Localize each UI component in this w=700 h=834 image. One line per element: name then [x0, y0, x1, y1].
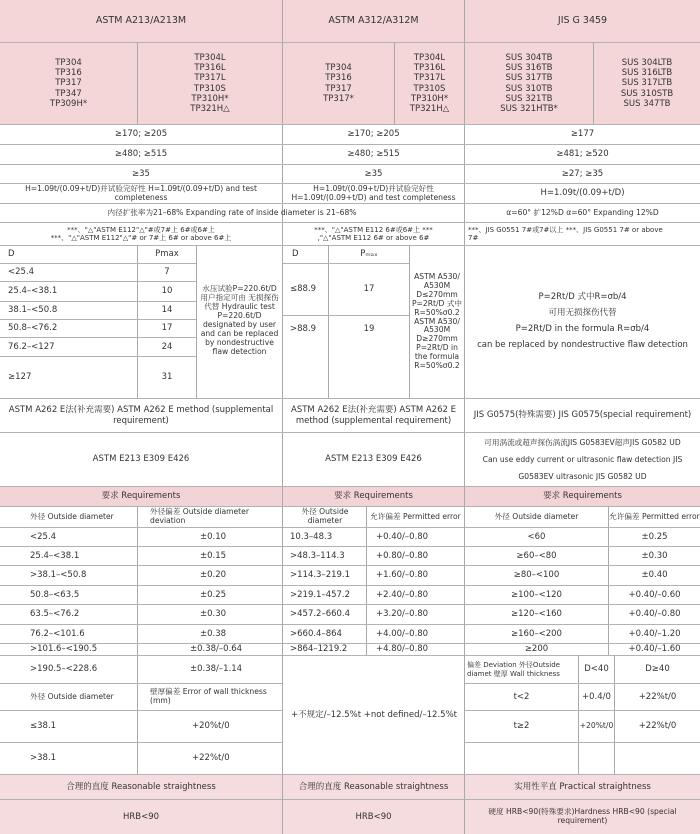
standard-astm-a213: ASTM A213/A213M: [95, 15, 187, 27]
jis-od-cell: <60: [527, 531, 546, 542]
jis-err-cell: +0.40/–0.80: [628, 609, 681, 620]
hydro-a312-p-header: Pₘₐₓ: [360, 249, 378, 260]
wall-jis-t-cell: t<2: [513, 691, 530, 702]
a312-err-cell: +4.00/–0.80: [376, 628, 429, 639]
a312-err-cell: +0.40/–0.80: [376, 531, 429, 542]
a213-dev-cell: ±0.25: [200, 589, 227, 600]
hydro-jis-note-2: 可用无损探伤代替: [548, 307, 617, 318]
standard-jis-g3459: JIS G 3459: [557, 15, 608, 27]
wall-a213-err-header: 壁厚偏差 Error of wall thickness (mm): [150, 687, 267, 705]
hydro-jis-note-4: can be replaced by nondestructive flaw detection: [477, 339, 688, 350]
a213-od-cell: 25.4–<38.1: [30, 550, 80, 561]
a312-err-cell: +2.40/–0.80: [376, 589, 429, 600]
hydro-a312-d-cell: >88.9: [290, 323, 317, 334]
a312-od-cell: 10.3–48.3: [290, 531, 333, 542]
hydro-a312-note: ASTM A530/ A530M D≤270mm P=2Rt/D 式中 R=50%σ0.2 ASTM A530/ A530M D≥270mm P=2Rt/D in the formula R=50%σ0.2: [411, 271, 463, 371]
a213-dev-cell: ±0.38/–1.14: [190, 664, 243, 675]
wall-jis-ge-cell: +22%t/0: [638, 691, 677, 702]
jis-err-cell: ±0.40: [641, 570, 668, 581]
a213-od-header: 外径 Outside diameter: [30, 511, 114, 521]
intergranular-jis: JIS G0575(特殊需要) JIS G0575(special requirement): [473, 410, 692, 421]
straightness-a213: 合理的直度 Reasonable straightness: [66, 781, 216, 792]
a213-od-cell: 63.5–<76.2: [30, 609, 80, 620]
jis-err-cell: ±0.30: [641, 550, 668, 561]
tensile-jis: ≥177: [570, 129, 595, 140]
straightness-jis: 实用性平直 Practical straightness: [514, 781, 651, 792]
yield-a213: ≥480; ≥515: [114, 149, 168, 160]
ndt-jis-3: G0583EV ultrasonic JIS G0582 UD: [518, 471, 647, 481]
jis-od-cell: ≥60–<80: [516, 550, 557, 561]
hydro-a213-note: 水压试验P=220.6t/D 用户指定可由 无损探伤代替 Hydraulic test P=220.6t/D designated by user and can be replaced by nondestructive flaw detection: [200, 284, 279, 356]
jis-err-cell: +0.40/–0.60: [628, 589, 681, 600]
wall-a312: +不规定/–12.5%t +not defined/–12.5%t: [291, 709, 457, 720]
hydro-p-cell: 7: [164, 267, 170, 278]
flattening-a312: H=1.09t/(0.09+t/D)并试验完好性 H=1.09t/(0.09+t/D) and test completeness: [291, 184, 456, 202]
a213-dev-cell: ±0.20: [200, 570, 227, 581]
ndt-jis-2: Can use eddy current or ultrasonic flaw detection JIS: [482, 454, 683, 464]
a213-dev-cell: ±0.38/–0.64: [190, 644, 243, 655]
a312-err-header: 允许偏差 Permitted error: [370, 511, 461, 521]
jis-od-cell: ≥160–<200: [511, 628, 562, 639]
grades-a213-left: TP304 TP316 TP317 TP347 TP309H*: [49, 58, 88, 109]
a213-od-cell: >190.5–<228.6: [30, 664, 98, 675]
elongation-jis: ≥27; ≥35: [561, 168, 604, 179]
hydro-a312-d-header: D: [292, 249, 299, 260]
hardness-jis: 硬度 HRB<90(特殊要求)Hardness HRB<90 (special requirement): [488, 807, 677, 825]
hydro-jis-note-3: P=2Rt/D in the formula R=σb/4: [515, 323, 650, 334]
ndt-a213: ASTM E213 E309 E426: [92, 454, 190, 465]
wall-jis-header: 偏差 Deviation 外径Outside diamet 壁厚 Wall thickness: [467, 661, 560, 678]
requirements-a213: 要求 Requirements: [101, 491, 181, 502]
grades-a312-left: TP304 TP316 TP317 TP317*: [323, 63, 354, 104]
hydro-d-cell: 50.8–<76.2: [8, 323, 58, 334]
wall-a213-err-cell: +20%t/0: [192, 721, 230, 732]
tensile-a213: ≥170; ≥205: [114, 129, 168, 140]
hydro-d-header: D: [8, 249, 15, 260]
a213-dev-cell: ±0.10: [200, 531, 227, 542]
hydro-d-cell: 25.4–<38.1: [8, 286, 58, 297]
jis-err-cell: ±0.25: [641, 531, 668, 542]
hardness-a312: HRB<90: [355, 811, 392, 822]
standard-astm-a312: ASTM A312/A312M: [328, 15, 419, 27]
hydro-a312-p-cell: 19: [363, 323, 375, 334]
jis-od-cell: ≥200: [524, 644, 549, 655]
hydro-d-cell: ≥127: [8, 372, 32, 383]
grain-size-a213: ***、"△"ASTM E112"△"#或7#上 6#或6#上 ***、"△"ASTM E112"△"# or 7#上 6# or above 6#上: [50, 225, 232, 242]
elongation-a312: ≥35: [364, 168, 383, 179]
wall-jis-t-cell: t≥2: [513, 721, 530, 732]
ndt-a312: ASTM E213 E309 E426: [325, 454, 422, 465]
a213-od-cell: <25.4: [30, 531, 57, 542]
hydro-pmax-header: Pmax: [155, 249, 179, 260]
hydro-p-cell: 31: [161, 372, 173, 383]
a312-od-cell: >864–1219.2: [290, 644, 348, 655]
wall-jis-lt-cell: +0.4/0: [582, 691, 611, 702]
yield-a312: ≥480; ≥515: [347, 149, 400, 160]
hydro-p-cell: 10: [161, 286, 173, 297]
wall-jis-ge-cell: +22%t/0: [638, 721, 677, 732]
a312-od-cell: >457.2–660.4: [290, 609, 351, 620]
wall-a213-err-cell: +22%t/0: [192, 753, 230, 764]
jis-od-header: 外径 Outside diameter: [494, 511, 579, 521]
requirements-a312: 要求 Requirements: [334, 491, 413, 502]
a213-dev-cell: ±0.15: [200, 550, 227, 561]
grades-jis-left: SUS 304TB SUS 316TB SUS 317TB SUS 310TB SUS 321TB SUS 321HTB*: [500, 53, 558, 114]
ndt-jis-1: 可用涡流或超声探伤涡流JIS G0583EV超声JIS G0582 UD: [484, 437, 681, 447]
expanding-astm: 内径扩张率为21–68% Expanding rate of inside diameter is 21–68%: [107, 207, 357, 217]
a213-dev-header: 外径偏差 Outside diameter deviation: [150, 507, 249, 525]
a213-od-cell: 50.8–<63.5: [30, 589, 80, 600]
wall-jis-d-lt: D<40: [584, 664, 609, 675]
grain-size-jis: ***、JIS G0551 7#或7#以上 ***、JIS G0551 7# or above 7#: [468, 225, 663, 242]
a312-err-cell: +4.80/–0.80: [376, 644, 429, 655]
requirements-jis: 要求 Requirements: [543, 491, 622, 502]
a312-err-cell: +3.20/–0.80: [376, 609, 429, 620]
wall-a213-od-cell: >38.1: [30, 753, 57, 764]
hydro-a312-d-cell: ≤88.9: [290, 284, 317, 295]
hydro-d-cell: 38.1–<50.8: [8, 305, 58, 316]
a312-od-cell: >114.3–219.1: [290, 570, 351, 581]
wall-jis-d-ge: D≥40: [645, 664, 670, 675]
tensile-a312: ≥170; ≥205: [347, 129, 400, 140]
hydro-a312-p-cell: 17: [363, 284, 375, 295]
expanding-jis: α=60° 扩12%D α=60° Expanding 12%D: [506, 207, 659, 217]
wall-a213-od-header: 外径 Outside diameter: [30, 691, 114, 701]
a312-od-cell: >219.1–457.2: [290, 589, 351, 600]
jis-od-cell: ≥80–<100: [513, 570, 560, 581]
intergranular-a213: ASTM A262 E法(补充需要) ASTM A262 E method (supplemental requirement): [8, 405, 274, 426]
grain-size-a312: ***、"△"ASTM E112 6#或6#上 *** ,"△"ASTM E112 6# or above 6#: [314, 225, 433, 242]
wall-jis-lt-cell: +20%t/0: [579, 721, 614, 731]
intergranular-a312: ASTM A262 E法(补充需要) ASTM A262 E method (supplemental requirement): [291, 405, 456, 426]
a312-err-cell: +1.60/–0.80: [376, 570, 429, 581]
hardness-a213: HRB<90: [122, 811, 160, 822]
a312-err-cell: +0.80/–0.80: [376, 550, 429, 561]
a312-od-header: 外径 Outside diameter: [301, 507, 349, 525]
grades-jis-right: SUS 304LTB SUS 316LTB SUS 317LTB SUS 310STB SUS 347TB: [620, 58, 674, 109]
yield-jis: ≥481; ≥520: [556, 149, 609, 160]
flattening-a213: H=1.09t/(0.09+t/D)并试验完好性 H=1.09t/(0.09+t/D) and test completeness: [25, 184, 257, 202]
hydro-p-cell: 24: [161, 341, 173, 352]
jis-err-cell: +0.40/–1.20: [628, 628, 681, 639]
a312-od-cell: >48.3–114.3: [290, 550, 345, 561]
hydro-d-cell: 76.2–<127: [8, 341, 55, 352]
wall-a213-od-cell: ≤38.1: [30, 721, 57, 732]
grades-a312-right: TP304L TP316L TP317L TP310S TP310H* TP321H△: [409, 53, 450, 114]
a312-od-cell: >660.4–864: [290, 628, 342, 639]
jis-err-cell: +0.40/–1.60: [628, 644, 681, 655]
a213-od-cell: >101.6–<190.5: [30, 644, 98, 655]
jis-od-cell: ≥120–<160: [511, 609, 562, 620]
elongation-a213: ≥35: [132, 168, 150, 179]
straightness-a312: 合理的直度 Reasonable straightness: [298, 781, 449, 792]
jis-err-header: 允许偏差 Permitted error: [609, 511, 700, 521]
a213-dev-cell: ±0.30: [200, 609, 227, 620]
hydro-p-cell: 14: [161, 305, 173, 316]
hydro-p-cell: 17: [161, 323, 173, 334]
flattening-jis: H=1.09t/(0.09+t/D): [540, 188, 625, 199]
a213-dev-cell: ±0.38: [200, 628, 227, 639]
jis-od-cell: ≥100–<120: [511, 589, 562, 600]
hydro-d-cell: <25.4: [8, 267, 35, 278]
a213-od-cell: 76.2–<101.6: [30, 628, 85, 639]
a213-od-cell: >38.1–<50.8: [30, 570, 87, 581]
hydro-jis-note-1: P=2Rt/D 式中R=σb/4: [538, 291, 627, 302]
grades-a213-right: TP304L TP316L TP317L TP310S TP310H* TP321H△: [190, 53, 230, 114]
